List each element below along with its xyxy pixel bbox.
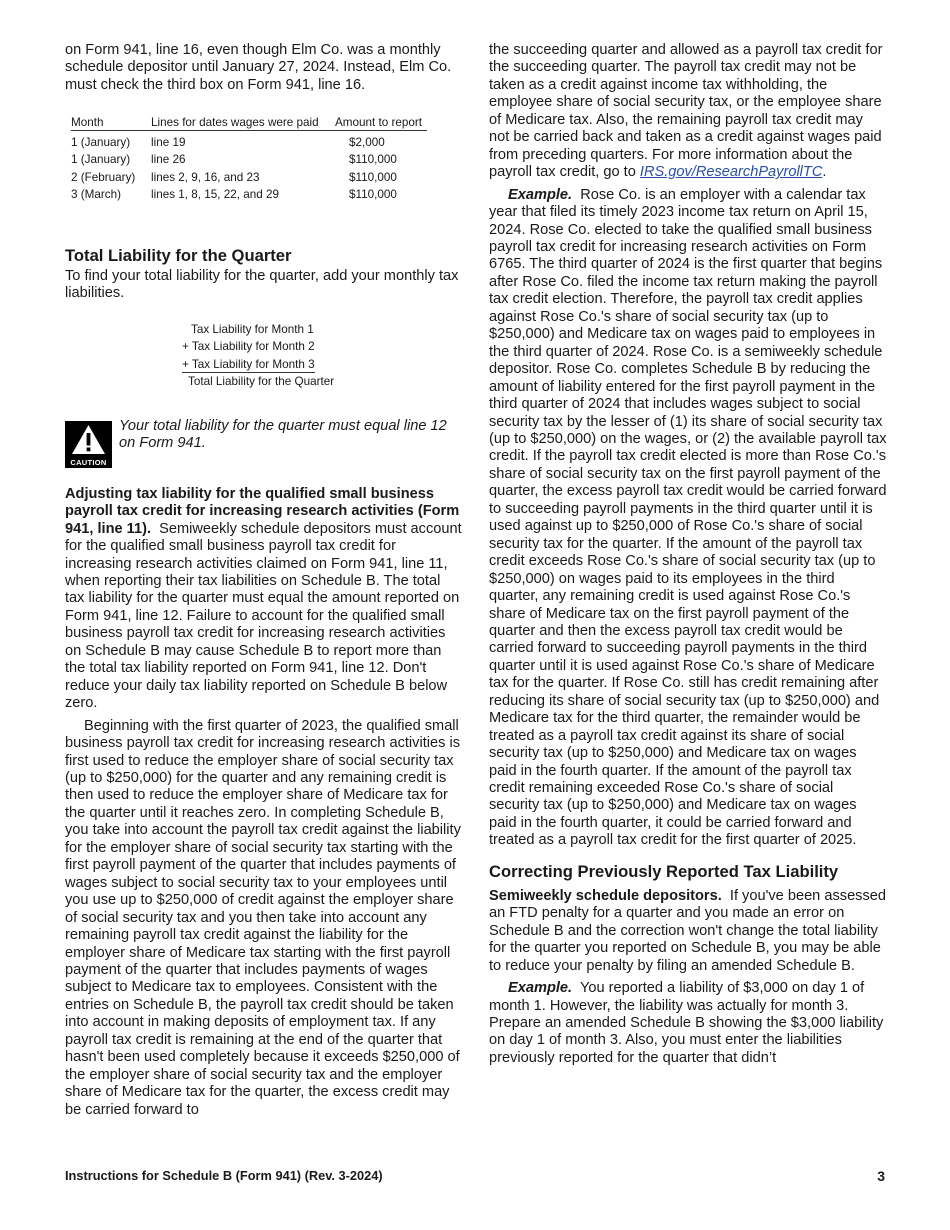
- footer-title: Instructions for Schedule B (Form 941) (Rev. 3-2024): [65, 1168, 383, 1183]
- example1-label: Example.: [508, 186, 573, 203]
- page-number: 3: [877, 1168, 885, 1184]
- table-row: [71, 186, 427, 204]
- table-cell: lines 1, 8, 15, 22, and 29: [151, 188, 280, 202]
- table-cell: $110,000: [349, 188, 397, 202]
- example2-text: You reported a liability of $3,000 on day 1 of month 1. However, the liability was actually for month 3. Prepare an amended Schedule B showing the $3,000 liability on day 1 of month 3. Also, you must enter the liabilities previously reported for the quarter that didn’t: [489, 980, 884, 1066]
- calc-line-month1: Tax Liability for Month 1: [191, 322, 314, 336]
- table-cell: line 26: [151, 153, 186, 167]
- table-cell: lines 2, 9, 16, and 23: [151, 170, 260, 184]
- irs-research-link[interactable]: IRS.gov/ResearchPayrollTC: [639, 164, 823, 181]
- example2-label: Example.: [508, 980, 573, 997]
- section-heading-total-liability: Total Liability for the Quarter: [65, 245, 292, 265]
- table-row: [71, 151, 427, 169]
- example1-paragraph: [489, 187, 887, 850]
- table-cell: 1 (January): [71, 135, 131, 149]
- right-column: [489, 42, 887, 1067]
- beginning-paragraph: Beginning with the first quarter of 2023, the qualified small business payroll tax credit for increasing research activities is first used to reduce the employer share of social security tax (up to $250,000) for the quarter and any remaining credit is then used to reduce the employer share of Medicare tax for the quarter until it reaches zero. In completing Schedule B, you take into account the payroll tax credit against the liability for the employer share of social security tax starting with the first payroll payment of the quarter that includes payments of wages subject to social security tax to your employees until you use up to $250,000 of credit against the employer share of social security tax and you then take into account any remaining payroll tax credit against the liability for the employer share of Medicare tax starting with the first payroll payment of the quarter that includes payments of wages subject to Medicare tax to employees. Consistent with the entries on Schedule B, the payroll tax credit should be taken into account in making deposits of employment tax. If any payroll tax credit is remaining at the end of the quarter that hasn't been used completely because it exceeds $250,000 of the employer share of social security tax and the employer share of Medicare tax for the quarter, the excess credit may be carried forward to: [65, 717, 461, 1118]
- adjusting-heading: Adjusting tax liability for the qualified small business payroll tax credit for increasing research activities (Form 941, line 11).: [65, 485, 460, 537]
- continuation-text: the succeeding quarter and allowed as a payroll tax credit for the succeeding quarter. The payroll tax credit may not be taken as a credit against income tax withholding, the employee share of social security tax, or the employee share of Medicare tax. Also, the remaining payroll tax credit may not be carried back and taken as a credit against wages paid from preceding quarters. For more information about the payroll tax credit, go to: [489, 42, 883, 181]
- caution-note: [65, 418, 463, 468]
- continuation-paragraph: [489, 42, 887, 182]
- section-heading-correcting: Correcting Previously Reported Tax Liability: [489, 861, 839, 881]
- table-row: [71, 169, 427, 187]
- liability-calculation: [182, 321, 463, 391]
- table-cell: 1 (January): [71, 153, 131, 167]
- table-row: [71, 134, 427, 152]
- table-header: Lines for dates wages were paid: [151, 115, 335, 131]
- calc-line-month3: + Tax Liability for Month 3: [182, 357, 315, 371]
- semiweekly-paragraph: [489, 888, 887, 975]
- month-table: [71, 115, 427, 204]
- link-period: .: [822, 164, 827, 181]
- caution-icon: [65, 421, 112, 468]
- table-cell: $110,000: [349, 170, 397, 184]
- table-header: Amount to report: [335, 115, 427, 131]
- table-cell: 2 (February): [71, 170, 136, 184]
- semiweekly-label: Semiweekly schedule depositors.: [489, 887, 722, 904]
- adjusting-paragraph: [65, 486, 463, 713]
- table-header: Month: [71, 115, 151, 131]
- adjusting-body: Semiweekly schedule depositors must account for the qualified small business payroll tax credit for increasing research activities claimed on Form 941, line 11, when reporting their tax liabilities on Schedule B. The total tax liability for the quarter must equal the amount reported on Form 941, line 12. Failure to account for the qualified small business payroll tax credit for increasing research activities on Schedule B may cause Schedule B to report more than the total tax liability reported on Form 941, line 12. Don't reduce your daily tax liability reported on Schedule B below zero.: [65, 520, 462, 712]
- calc-line-total: Total Liability for the Quarter: [188, 375, 335, 389]
- semiweekly-text: If you've been assessed an FTD penalty for a quarter and you made an error on Schedule B and the correction won't change the total liability for the quarter you reported on Schedule B, you may be able to reduce your penalty by filing an amended Schedule B.: [489, 887, 887, 974]
- table-cell: $2,000: [349, 135, 385, 149]
- table-cell: $110,000: [349, 153, 397, 167]
- example1-text: Rose Co. is an employer with a calendar tax year that filed its timely 2023 income tax return on April 15, 2024. Rose Co. elected to take the qualified small business payroll tax credit for increasing research activities on Form 6765. The third quarter of 2024 is the first quarter that begins after Rose Co. filed the income tax return making the payroll tax credit election. Therefore, the payroll tax credit applies against Rose Co.'s share of social security tax (up to $250,000) and Medicare tax on wages paid to employees in the third quarter of 2024. Rose Co. is a semiweekly schedule depositor. Rose Co. completes Schedule B by reducing the amount of liability entered for the first payroll payment in the third quarter of 2024 that includes wages subject to social security tax by the lesser of (1) its share of social security tax (up to $250,000) on the wages, or (2) the available payroll tax credit. If the payroll tax credit elected is more than Rose Co.'s share of social security tax on the first payroll payment of the quarter, the excess payroll tax credit would be carried forward to succeeding payroll payments in the third quarter until it is used against up to $250,000 of Rose Co.'s share of social security tax for the quarter. If the amount of the payroll tax credit exceeds Rose Co.'s share of social security tax (up to $250,000) on wages paid to its employees in the third quarter, any remaining credit is used against Rose Co.'s share of Medicare tax on the first payroll payment of the quarter and then the excess payroll tax credit would be carried forward to succeeding payroll payments in the third quarter until it is used against Rose Co.'s share of Medicare tax for the quarter. If Rose Co. still has credit remaining after reducing its share of social security tax (up to $250,000) and Medicare tax for the third quarter, the remainder would be treated as a payroll tax credit against its share of social security tax (up to $250,000) and Medicare tax on wages paid in the fourth quarter. If the amount of the payroll tax credit remaining exceeded Rose Co.'s share of social security tax (up to $250,000) and Medicare tax on wages paid in the fourth quarter, it could be carried forward and treated as a payroll tax credit for the first quarter of 2025.: [489, 186, 887, 849]
- intro-paragraph: on Form 941, line 16, even though Elm Co. was a monthly schedule depositor until January 27, 2024. Instead, Elm Co. must check the third box on Form 941, line 16.: [65, 42, 452, 93]
- calc-line-month2: + Tax Liability for Month 2: [182, 340, 315, 354]
- table-cell: line 19: [151, 135, 186, 149]
- page-footer: [65, 1168, 885, 1183]
- example2-paragraph: [489, 980, 887, 1067]
- table-cell: 3 (March): [71, 188, 122, 202]
- total-liability-text: To find your total liability for the quarter, add your monthly tax liabilities.: [65, 267, 459, 302]
- left-column: [65, 42, 463, 1119]
- caution-label: CAUTION: [70, 457, 107, 467]
- caution-text: Your total liability for the quarter must equal line 12 on Form 941.: [119, 417, 447, 452]
